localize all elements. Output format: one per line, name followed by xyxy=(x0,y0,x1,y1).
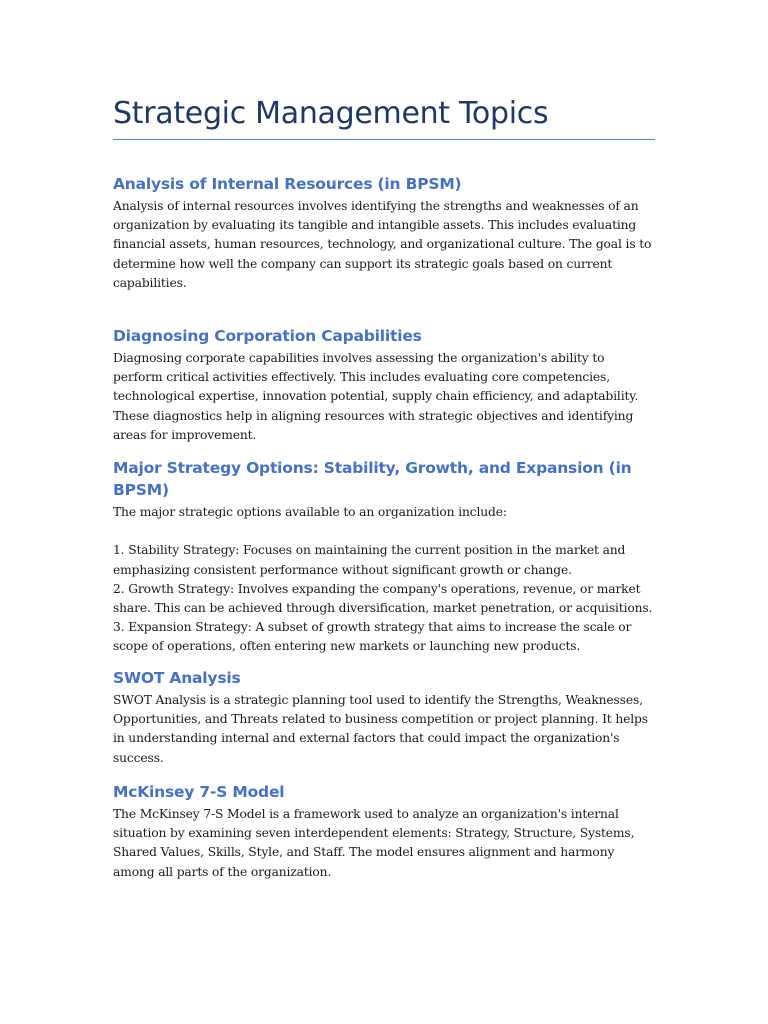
section-internal-resources xyxy=(113,173,655,293)
section-heading: Diagnosing Corporation Capabilities xyxy=(113,327,422,345)
section-heading: Analysis of Internal Resources (in BPSM) xyxy=(113,175,462,193)
section-heading: SWOT Analysis xyxy=(113,669,241,687)
list-item: 2. Growth Strategy: Involves expanding the company's operations, revenue, or market share. This can be achieved through diversification, market penetration, or acquisitions. xyxy=(113,581,653,615)
list-item: 3. Expansion Strategy: A subset of growth strategy that aims to increase the scale or scope of operations, often entering new markets or launching new products. xyxy=(113,620,632,654)
section-mckinsey-7s xyxy=(113,781,655,882)
title-divider xyxy=(113,139,655,140)
section-paragraph: SWOT Analysis is a strategic planning tool used to identify the Strengths, Weaknesses, Opportunities, and Threats related to business competition or project planning. It helps in understanding internal and external factors that could impact the organization's success. xyxy=(113,693,648,765)
section-corporation-capabilities xyxy=(113,325,655,445)
section-swot-analysis xyxy=(113,667,655,768)
section-intro: The major strategic options available to an organization include: xyxy=(113,505,507,519)
page-title: Strategic Management Topics xyxy=(113,96,549,131)
list-item: 1. Stability Strategy: Focuses on maintaining the current position in the market and emphasizing consistent performance without significant growth or change. xyxy=(113,543,626,577)
section-paragraph: The McKinsey 7-S Model is a framework used to analyze an organization's internal situation by examining seven interdependent elements: Strategy, Structure, Systems, Shared Values, Skills, Style, and Staff. The model ensures alignment and harmony among all parts of the organization. xyxy=(113,807,635,879)
section-paragraph: Diagnosing corporate capabilities involves assessing the organization's ability to perform critical activities effectively. This includes evaluating core competencies, technological expertise, innovation potential, supply chain efficiency, and adaptability. These diagnostics help in aligning resources with strategic objectives and identifying areas for improvement. xyxy=(113,351,639,442)
section-heading: McKinsey 7-S Model xyxy=(113,783,285,801)
section-strategy-options xyxy=(113,457,655,657)
section-paragraph: Analysis of internal resources involves identifying the strengths and weaknesses of an organization by evaluating its tangible and intangible assets. This includes evaluating financial assets, human resources, technology, and organizational culture. The goal is to determine how well the company can support its strategic goals based on current capabilities. xyxy=(113,199,652,290)
section-heading: Major Strategy Options: Stability, Growth, and Expansion (in BPSM) xyxy=(113,459,632,499)
